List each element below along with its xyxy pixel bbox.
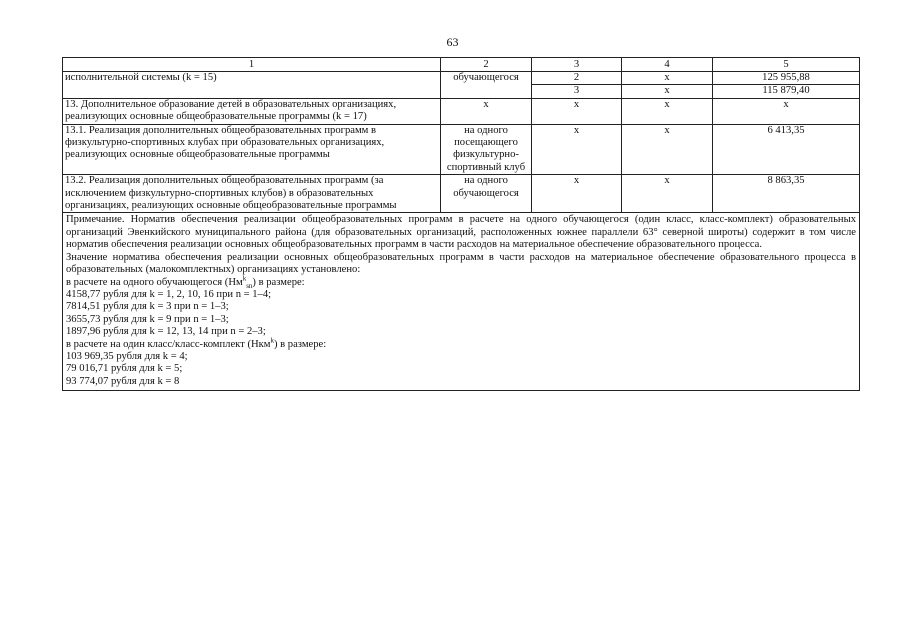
row-description: 13.2. Реализация дополнительных общеобразовательных программ (за исключением физкультурно-спортивных клубов) в образовательных организациях, реализующих основные общеобразовательные программы (63, 175, 441, 213)
per-student-prefix: в расчете на одного обучающегося (Нм (66, 276, 243, 288)
list-item: 79 016,71 рубля для k = 5; (66, 363, 183, 375)
table-row (63, 175, 860, 213)
list-item: 93 774,07 рубля для k = 8 (66, 375, 180, 387)
per-class-heading (66, 336, 856, 351)
row-description: исполнительной системы (k = 15) (63, 72, 441, 99)
list-item: 4158,77 рубля для k = 1, 2, 10, 16 при n = 1–4; (66, 288, 272, 300)
row-description: 13. Дополнительное образование детей в образовательных организациях, реализующих основные общеобразовательные программы (k = 17) (63, 98, 441, 124)
table-row (63, 72, 860, 85)
per-class-prefix: в расчете на один класс/класс-комплект (Нкм (66, 338, 271, 350)
header-col-4: 4 (622, 58, 713, 72)
list-item: 1897,96 рубля для k = 12, 13, 14 при n = 2–3; (66, 326, 266, 338)
page-number: 63 (446, 35, 459, 49)
row-unit: обучающегося (441, 72, 532, 99)
row-unit: на одного посещающего физкультурно-спортивный клуб (441, 124, 532, 175)
table-row (63, 98, 860, 124)
header-row (63, 58, 860, 72)
row-value: 8 863,35 (713, 175, 860, 213)
note-cell (63, 213, 860, 391)
row-cell: x (441, 98, 532, 124)
per-class-suffix: ) в размере: (273, 338, 327, 350)
row-value: 125 955,88 (713, 72, 860, 85)
row-value: 6 413,35 (713, 124, 860, 175)
row-cell: x (622, 124, 713, 175)
row-cell: 3 (532, 85, 622, 98)
row-cell: x (622, 175, 713, 213)
row-cell: x (622, 85, 713, 98)
list-item: 3655,73 рубля для k = 9 при n = 1–3; (66, 313, 229, 325)
header-col-1: 1 (63, 58, 441, 72)
row-cell: x (532, 98, 622, 124)
header-col-5: 5 (713, 58, 860, 72)
row-cell: x (532, 175, 622, 213)
list-item: 103 969,35 рубля для k = 4; (66, 350, 188, 362)
note-paragraph: Примечание. Норматив обеспечения реализации общеобразовательных программ в расчете на одного обучающегося (один класс, класс-комплект) образовательных организаций Эвенкийского муниципального района (для образовательных организаций, расположенных южнее параллели 63° северной широты) содержит в том числе норматив обеспечения реализации основных общеобразовательных программ в части расходов на материальное обеспечение образовательного процесса. (66, 214, 856, 251)
table-row (63, 124, 860, 175)
norms-table (62, 57, 860, 391)
row-cell: x (532, 124, 622, 175)
row-cell: x (622, 98, 713, 124)
row-unit: на одного обучающегося (441, 175, 532, 213)
per-student-heading (66, 273, 856, 290)
per-class-sup: k (270, 336, 274, 344)
note-row (63, 213, 860, 391)
per-student-suffix: ) в размере: (252, 276, 305, 288)
per-student-sub: sn (246, 281, 253, 290)
list-item: 7814,51 рубля для k = 3 при n = 1–3; (66, 301, 229, 313)
row-value: 115 879,40 (713, 85, 860, 98)
row-cell: x (622, 72, 713, 85)
header-col-3: 3 (532, 58, 622, 72)
row-cell: 2 (532, 72, 622, 85)
per-student-sup: k (242, 273, 247, 282)
row-description: 13.1. Реализация дополнительных общеобразовательных программ в физкультурно-спортивных клубах при образовательных организациях, реализующих основные общеобразовательные программы (63, 124, 441, 175)
header-col-2: 2 (441, 58, 532, 72)
row-cell: x (713, 98, 860, 124)
note-paragraph: Значение норматива обеспечения реализации основных общеобразовательных программ в части расходов на материальное обеспечение образовательного процесса в образовательных (малокомплектных) организациях установлено: (66, 251, 856, 276)
